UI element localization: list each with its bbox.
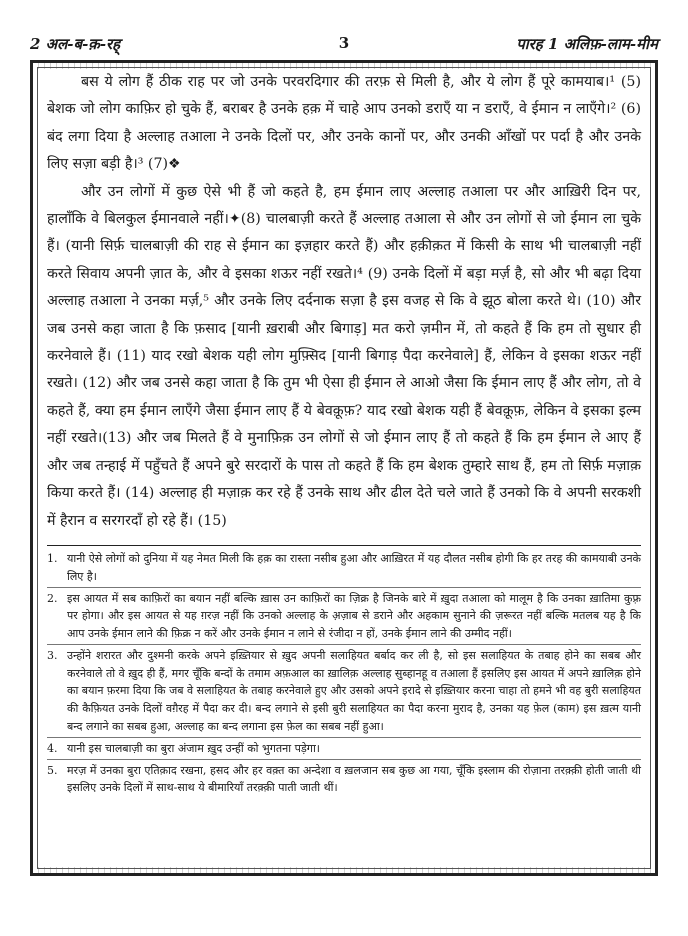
footnote-number: 3. [47,648,58,662]
page-number: 3 [338,34,350,52]
footnote-divider [47,545,641,546]
footnotes-list [47,550,641,798]
footnote-item [47,740,641,760]
footnote-item [47,647,641,738]
footnote-text: यानी इस चालबाज़ी का बुरा अंजाम ख़ुद उन्हीं को भुगतना पड़ेगा। [67,741,320,755]
surah-title: 2 अल-ब-क़-रह् [30,35,121,53]
footnote-number: 2. [47,591,58,605]
main-paragraph-1: बस ये लोग हैं ठीक राह पर जो उनके परवरदिगार की तरफ़ से मिली है, और ये लोग हैं पूरे कामयाब।¹ (5) बेशक जो लोग काफ़िर हो चुके हैं, बराबर है उनके हक़ में चाहे आप उनको डराएँ या न डराएँ, वे ईमान न लाएँगे।² (6) बंद लगा दिया है अल्लाह तआला ने उनके दिलों पर, और उनके कानों पर, और उनकी आँखों पर पर्दा है और उनके लिए सज़ा बड़ी है।³ (7)❖ [47,74,641,173]
footnote-item [47,590,641,645]
footnote-number: 4. [47,741,58,755]
para-title: पारह 1 अलिफ़-लाम-मीम [516,35,658,53]
footnote-item [47,550,641,588]
footnote-text: उन्होंने शरारत और दुश्मनी करके अपने इख़्तियार से ख़ुद अपनी सलाहियत बर्बाद कर ली है, सो इस सलाहियत के तबाह होने का सबब और करनेवाले तो वे ख़ुद ही हैं, मगर चूँकि बन्दों के तमाम अफ़आल का ख़ालिक़ अल्लाह सुब्हानहू व तआला हैं इसलिए इस आयत में अपने ख़ालिक़ होने का बयान फ़रमा दिया कि जब वे सलाहियत के तबाह करनेवाले हुए और उसको अपने इरादे से इख़्तियार करना चाहा तो हमने भी वह बुरी सलाहियत की कैफ़ियत उनके दिलों वग़ैरह में पैदा कर दी। बन्द लगाने से इसी बुरी सलाहियत का पैदा करना मुराद है, उनका यह फ़ेल (काम) इस ख़त्म यानी बन्द लगाने का सबब हुआ, अल्लाह का बन्द लगाना इस फ़ेल का सबब नहीं हुआ। [67,648,641,734]
decorative-border-frame [30,60,658,876]
footnote-text: इस आयत में सब काफ़िरों का बयान नहीं बल्कि ख़ास उन काफ़िरों का ज़िक्र है जिनके बारे में ख़ुदा तआला को मालूम है कि उनका ख़ातिमा कुफ़्र पर होगा। और इस आयत से यह ग़रज़ नहीं कि उनको अल्लाह के अ़ज़ाब से डराने और अहकाम सुनाने की ज़रूरत नहीं बल्कि मतलब यह है कि आप उनके ईमान लाने की फ़िक्र न करें और उनके ईमान न लाने से रंजीदा न हों, उनके ईमान लाने की उम्मीद नहीं। [67,591,641,641]
page-header [30,34,658,56]
page-content [47,69,641,800]
footnote-text: मरज़ में उनका बुरा एतिक़ाद रखना, हसद और हर वक़्त का अन्देशा व ख़लजान सब कुछ आ गया, चूँकि इस्लाम की रोज़ाना तरक़्क़ी होती जाती थी इसलिए उनके दिलों में साथ-साथ ये बीमारियाँ तरक़्क़ी पाती जाती थीं। [67,763,641,795]
footnote-number: 1. [47,551,58,565]
main-paragraph-2: और उन लोगों में कुछ ऐसे भी हैं जो कहते है, हम ईमान लाए अल्लाह तआला पर और आख़िरी दिन पर, हालाँकि वे बिलकुल ईमानवाले नहीं।✦(8) चालबाज़ी करते हैं अल्लाह तआला से और उन लोगों से जो ईमान ला चुके हैं। (यानी सिर्फ़ चालबाज़ी की राह से ईमान का इज़हार करते हैं) और हक़ीक़त में किसी के साथ भी चालबाज़ी नहीं करते सिवाय अपनी ज़ात के, और वे इसका शऊर नहीं रखते।⁴ (9) उनके दिलों में बड़ा मर्ज़ है, सो और भी बढ़ा दिया अल्लाह तआला ने उनका मर्ज़,⁵ और उनके लिए दर्दनाक सज़ा है इस वजह से कि वे झूठ बोला करते थे। (10) और जब उनसे कहा जाता है कि फ़साद [यानी ख़राबी और बिगाड़] मत करो ज़मीन में, तो कहते हैं कि हम तो सुधार ही करनेवाले हैं। (11) याद रखो बेशक यही लोग मुफ़्सिद [यानी बिगाड़ पैदा करनेवाले] हैं, लेकिन वे इसका शऊर नहीं रखते। (12) और जब उनसे कहा जाता है कि तुम भी ऐसा ही ईमान ले आओ जैसा कि ईमान लाए हैं और लोग, तो वे कहते हैं, क्या हम ईमान लाएँगे जैसा ईमान लाए हैं ये बेवक़ूफ़? याद रखो बेशक यही हैं बेवक़ूफ़, लेकिन वे इसका इल्म नहीं रखते।(13) और जब मिलते हैं वे मुनाफ़िक़ उन लोगों से जो ईमान लाए हैं तो कहते हैं कि हम ईमान ले आए हैं और जब तन्हाई में पहुँचते हैं अपने बुरे सरदारों के पास तो कहते हैं कि हम बेशक तुम्हारे साथ हैं, हम तो सिर्फ़ मज़ाक़ किया करते हैं। (14) अल्लाह ही मज़ाक़ कर रहे हैं उनके साथ और ढील देते चले जाते हैं उनको कि वे अपनी सरकशी में हैरान व सरगरदाँ हो रहे हैं। (15) [47,183,641,529]
footnote-number: 5. [47,763,58,777]
footnote-item [47,762,641,799]
footnote-text: यानी ऐसे लोगों को दुनिया में यह नेमत मिली कि हक़ का रास्ता नसीब हुआ और आख़िरत में यह दौलत नसीब होगी कि हर तरह की कामयाबी उनके लिए है। [67,551,641,583]
